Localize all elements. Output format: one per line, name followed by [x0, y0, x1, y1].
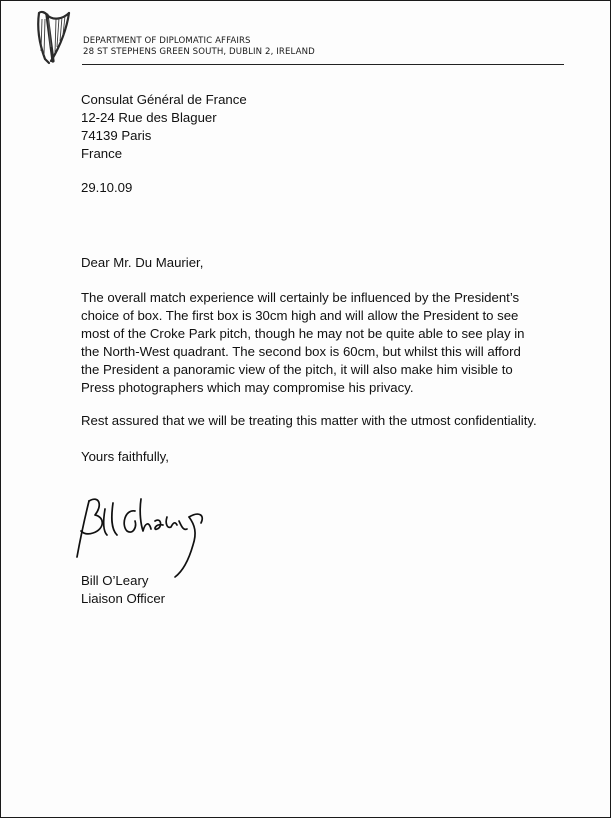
paragraph-line: the President a panoramic view of the pitch, it will also make him visible to: [81, 362, 513, 377]
body-paragraph-2: Rest assured that we will be treating this matter with the utmost confidentiality.: [81, 413, 537, 428]
letter-date: 29.10.09: [81, 180, 133, 195]
salutation: Dear Mr. Du Maurier,: [81, 255, 204, 270]
address-line: Consulat Général de France: [81, 92, 247, 107]
handwritten-signature: [71, 481, 231, 581]
body-paragraph-1: [81, 289, 531, 397]
recipient-address: [81, 91, 541, 163]
paragraph-line: The overall match experience will certainly be influenced by the President’s: [81, 290, 520, 305]
department-address: 28 ST STEPHENS GREEN SOUTH, DUBLIN 2, IRELAND: [83, 47, 315, 57]
signatory-title: Liaison Officer: [81, 591, 166, 606]
paragraph-line: most of the Croke Park pitch, though he may not be quite able to see play in: [81, 326, 525, 341]
address-line: France: [81, 146, 123, 161]
letterhead: [83, 36, 315, 58]
paragraph-line: Press photographers which may compromise his privacy.: [81, 380, 414, 395]
signatory-block: [81, 572, 541, 608]
harp-icon: [33, 7, 73, 67]
paragraph-line: choice of box. The first box is 30cm high and will allow the President to see: [81, 308, 519, 323]
letterhead-divider: [82, 64, 564, 65]
address-line: 12-24 Rue des Blaguer: [81, 110, 217, 125]
paragraph-line: the North-West quadrant. The second box is 60cm, but whilst this will afford: [81, 344, 521, 359]
address-line: 74139 Paris: [81, 128, 152, 143]
department-name: DEPARTMENT OF DIPLOMATIC AFFAIRS: [83, 36, 251, 46]
closing: Yours faithfully,: [81, 449, 169, 464]
signatory-name: Bill O’Leary: [81, 573, 149, 588]
